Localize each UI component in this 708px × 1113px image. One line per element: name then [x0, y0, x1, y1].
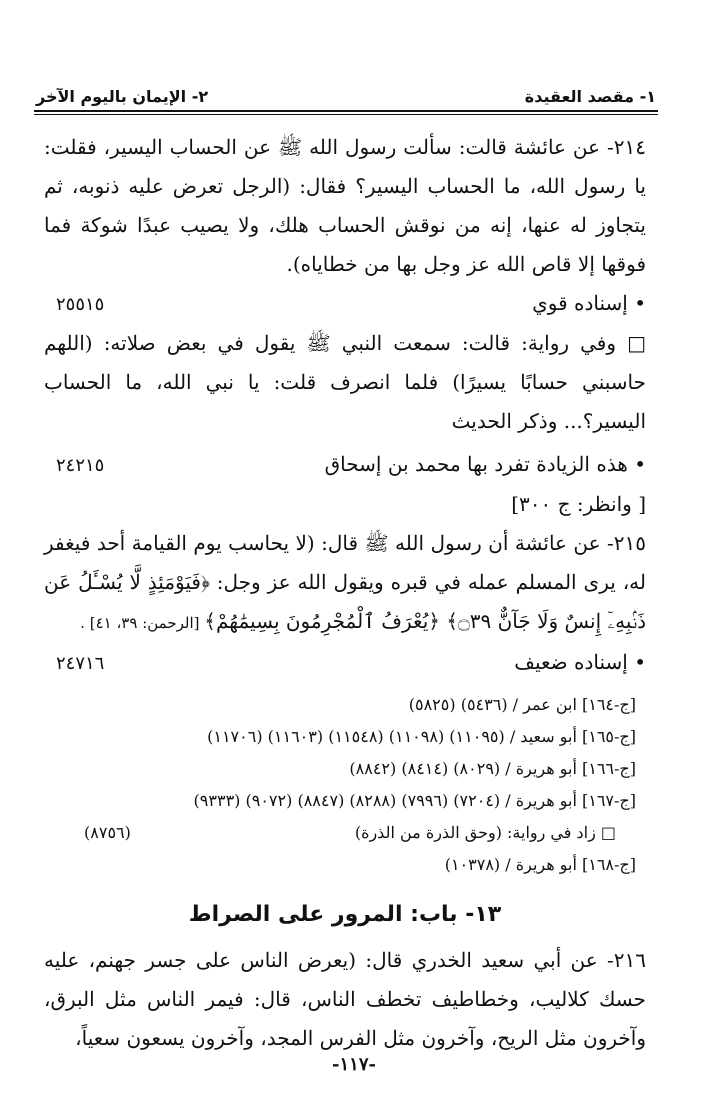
hadith-214-ziyada-number: ٢٤٢١٥ — [56, 455, 105, 476]
note-164: [ج-١٦٤] ابن عمر / (٥٤٣٦) (٥٨٢٥) — [408, 695, 636, 714]
hadith-214-see-also: [ وانظر: ج ٣٠٠] — [511, 492, 646, 516]
header-chapter: ٢- الإيمان باليوم الآخر — [36, 87, 209, 106]
hadith-215-text: ٢١٥- عن عائشة أن رسول الله ﷺ قال: (لا يحاسب يوم القيامة أحد فيغفر له، يرى المسلم عمله في قبره ويقول الله عز وجل: — [44, 531, 647, 594]
hadith-215-paragraph — [44, 524, 646, 643]
hadith-214-ziyada: • هذه الزيادة تفرد بها محمد بن إسحاق — [324, 452, 646, 476]
note-166: [ج-١٦٦] أبو هريرة / (٨٠٢٩) (٨٤١٤) (٨٨٤٢) — [349, 759, 636, 778]
hadith-215-isnad-line — [44, 643, 646, 683]
hadith-214-text: ٢١٤- عن عائشة قالت: سألت رسول الله ﷺ عن الحساب اليسير، فقلت: يا رسول الله، ما الحساب اليسير؟ فقال: (الرجل تعرض عليه ذنوبه، ثم يتجاوز له عنها، إنه من نوقش الحساب هلك، ولا يصيب عبدًا شوكة فما فوقها إلا قاص الله عز وجل بها من خطاياه). — [44, 135, 647, 276]
hadith-214-isnad: • إسناده قوي — [532, 291, 646, 315]
note-167-sub-number: (٨٧٥٦) — [84, 823, 131, 842]
hadith-214-riwaya: □ وفي رواية: قالت: سمعت النبي ﷺ يقول في بعض صلاته: (اللهم حاسبني حسابًا يسيرًا) فلما انصرف قلت: يا نبي الله، ما الحساب اليسير؟... وذكر الحديث — [44, 331, 647, 433]
note-167-sub — [44, 817, 646, 849]
hadith-216-text: ٢١٦- عن أبي سعيد الخدري قال: (يعرض الناس على جسر جهنم، عليه حسك كلاليب، وخطاطيف تخطف الناس، قال: فيمر الناس مثل البرق، وآخرون مثل الريح، وآخرون مثل الفرس المجد، وآخرون يسعون سعياً، — [44, 948, 646, 1050]
note-167-sub-text: □ زاد في رواية: (وحق الذرة من الذرة) — [354, 823, 616, 842]
cross-reference-notes — [44, 689, 646, 881]
note-167: [ج-١٦٧] أبو هريرة / (٧٢٠٤) (٧٩٩٦) (٨٢٨٨) (٨٨٤٧) (٩٠٧٢) (٩٣٣٣) — [193, 791, 636, 810]
hadith-215-quran: ﴿فَيَوْمَئِذٍ لَّا يُسْـَٔلُ عَن ذَنۢبِهِۦٓ إِنسٌ وَلَا جَآنٌّ ۝٣٩﴾ ﴿يُعْرَفُ ٱلْمُجْرِمُونَ بِسِيمَٰهُمْ﴾ — [44, 570, 646, 633]
hadith-214-isnad-line — [44, 284, 646, 324]
hadith-214-ziyada-line — [44, 445, 646, 485]
header-rule — [34, 110, 658, 115]
hadith-215-isnad-number: ٢٤٧١٦ — [56, 653, 105, 674]
note-168: [ج-١٦٨] أبو هريرة / (١٠٣٧٨) — [444, 855, 636, 874]
section-title: ١٣- باب: المرور على الصراط — [188, 902, 502, 927]
hadith-215-isnad: • إسناده ضعيف — [514, 650, 646, 674]
page-number: -١١٧- — [332, 1054, 376, 1075]
note-165: [ج-١٦٥] أبو سعيد / (١١٠٩٥) (١١٠٩٨) (١١٥٤٨) (١١٦٠٣) (١١٧٠٦) — [207, 727, 636, 746]
running-header — [36, 78, 656, 106]
hadith-214-isnad-number: ٢٥٥١٥ — [56, 294, 105, 315]
page-body — [44, 128, 646, 1058]
header-section: ١- مقصد العقيدة — [524, 87, 656, 106]
hadith-215-quran-ref: [الرحمن: ٣٩، ٤١] . — [80, 614, 205, 632]
